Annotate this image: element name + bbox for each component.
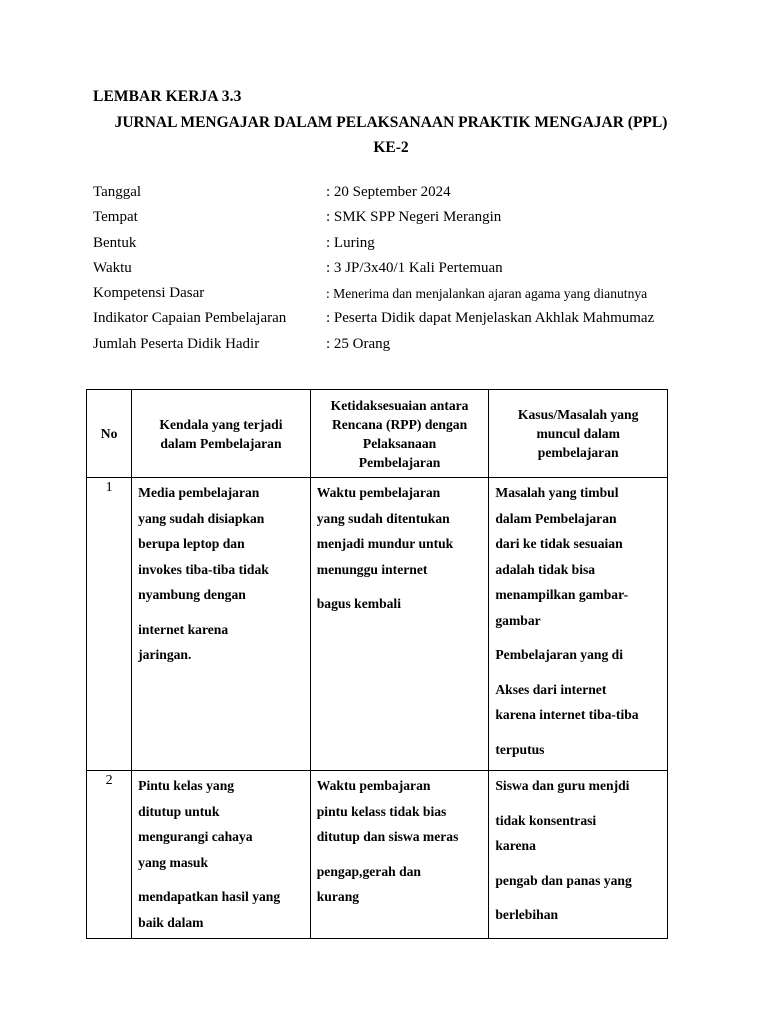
row-number: 1: [87, 478, 132, 771]
cell-line: karena internet tiba-tiba: [495, 707, 639, 722]
cell-line: berupa leptop dan: [138, 536, 245, 551]
info-row-bentuk: [93, 235, 693, 260]
cell-line: invokes tiba-tiba tidak: [138, 561, 269, 577]
cell-line: yang sudah ditentukan: [316, 510, 450, 526]
cell-line: baik dalam: [138, 914, 204, 930]
info-row-indikator: [93, 310, 693, 335]
cell-line: yang masuk: [138, 854, 209, 870]
cell-line: ditutup dan siswa meras: [316, 829, 459, 844]
header-text: pembelajaran: [537, 445, 619, 460]
journal-subtitle: KE-2: [373, 139, 409, 156]
cell-line: Pintu kelas yang: [138, 778, 235, 793]
cell-line: adalah tidak bisa: [495, 561, 596, 577]
cell-line: Pembelajaran yang di: [495, 647, 623, 662]
cell-line: berlebihan: [495, 907, 559, 922]
header-text: Kendala yang terjadi: [159, 416, 283, 432]
info-row-tempat: [93, 209, 693, 234]
info-row-waktu: [93, 260, 693, 285]
cell-line: Waktu pembelajaran: [316, 485, 441, 500]
cell-line: menunggu internet: [316, 561, 428, 577]
cell-line: Masalah yang timbul: [495, 485, 619, 500]
header-no: [87, 390, 132, 478]
info-label: Bentuk: [93, 234, 137, 251]
info-label: Indikator Capaian Pembelajaran: [93, 310, 287, 327]
header-text: Pembelajaran: [358, 454, 441, 470]
header-text: muncul dalam: [536, 426, 620, 441]
cell-line: internet karena: [138, 621, 229, 637]
header-text: dalam Pembelajaran: [160, 435, 282, 451]
cell-line: yang sudah disiapkan: [138, 510, 265, 526]
cell-line: bagus kembali: [316, 596, 401, 611]
header-text: Ketidaksesuaian antara: [330, 397, 469, 413]
cell-line: menampilkan gambar-: [495, 587, 629, 602]
info-label: Waktu: [93, 259, 132, 276]
journal-table: [86, 389, 668, 939]
cell-line: tidak konsentrasi: [495, 812, 597, 828]
info-section: [93, 184, 693, 361]
info-value: : 25 Orang: [326, 335, 391, 352]
info-label: Jumlah Peserta Didik Hadir: [93, 335, 260, 352]
header-kendala: [132, 390, 311, 478]
cell-kasus: [489, 771, 668, 939]
info-label: Kompetensi Dasar: [93, 285, 205, 302]
cell-line: nyambung dengan: [138, 587, 246, 602]
cell-line: Akses dari internet: [495, 681, 607, 697]
cell-line: Media pembelajaran: [138, 485, 260, 500]
table-header-row: [87, 390, 668, 478]
cell-line: pengab dan panas yang: [495, 872, 632, 888]
cell-line: pengap,gerah dan: [316, 863, 421, 879]
header-text: Kasus/Masalah yang: [517, 407, 639, 422]
cell-line: Siswa dan guru menjdi: [495, 778, 630, 793]
worksheet-label: LEMBAR KERJA 3.3: [93, 88, 242, 105]
cell-line: ditutup untuk: [138, 803, 220, 819]
cell-line: kurang: [316, 889, 360, 904]
table-row: [87, 771, 668, 939]
cell-ketidaksesuaian: [310, 771, 489, 939]
info-value: : Peserta Didik dapat Menjelaskan Akhlak Mahmumaz: [326, 310, 655, 327]
table-row: [87, 478, 668, 771]
info-row-tanggal: [93, 184, 693, 209]
info-value: : 20 September 2024: [326, 184, 451, 200]
info-value: : 3 JP/3x40/1 Kali Pertemuan: [326, 259, 503, 276]
cell-line: pintu kelass tidak bias: [316, 803, 447, 819]
cell-kendala: [132, 478, 311, 771]
info-row-kompetensi: [93, 285, 693, 310]
cell-line: jaringan.: [138, 647, 192, 662]
header-text: Rencana (RPP) dengan: [331, 416, 468, 432]
cell-line: dari ke tidak sesuaian: [495, 536, 623, 551]
cell-kasus: [489, 478, 668, 771]
cell-ketidaksesuaian: [310, 478, 489, 771]
cell-kendala: [132, 771, 311, 939]
cell-line: mengurangi cahaya: [138, 829, 253, 844]
cell-line: mendapatkan hasil yang: [138, 889, 281, 904]
cell-line: menjadi mundur untuk: [316, 536, 454, 551]
header-kasus: [489, 390, 668, 478]
info-label: Tanggal: [93, 184, 142, 200]
info-value: : SMK SPP Negeri Merangin: [326, 209, 502, 226]
header-text: Pelaksanaan: [362, 435, 437, 451]
header-ketidaksesuaian: [310, 390, 489, 478]
header-no-text: No: [100, 426, 118, 441]
cell-line: gambar: [495, 612, 541, 628]
cell-line: terputus: [495, 741, 545, 757]
info-label: Tempat: [93, 209, 138, 226]
cell-line: Waktu pembajaran: [316, 778, 431, 793]
info-value: : Luring: [326, 234, 375, 251]
journal-title: JURNAL MENGAJAR DALAM PELAKSANAAN PRAKTIK MENGAJAR (PPL): [114, 114, 668, 131]
row-number: 2: [87, 771, 132, 939]
info-value: : Menerima dan menjalankan ajaran agama yang dianutnya: [326, 286, 648, 302]
cell-line: karena: [495, 838, 536, 853]
info-row-jumlah: [93, 336, 693, 361]
cell-line: dalam Pembelajaran: [495, 510, 617, 526]
